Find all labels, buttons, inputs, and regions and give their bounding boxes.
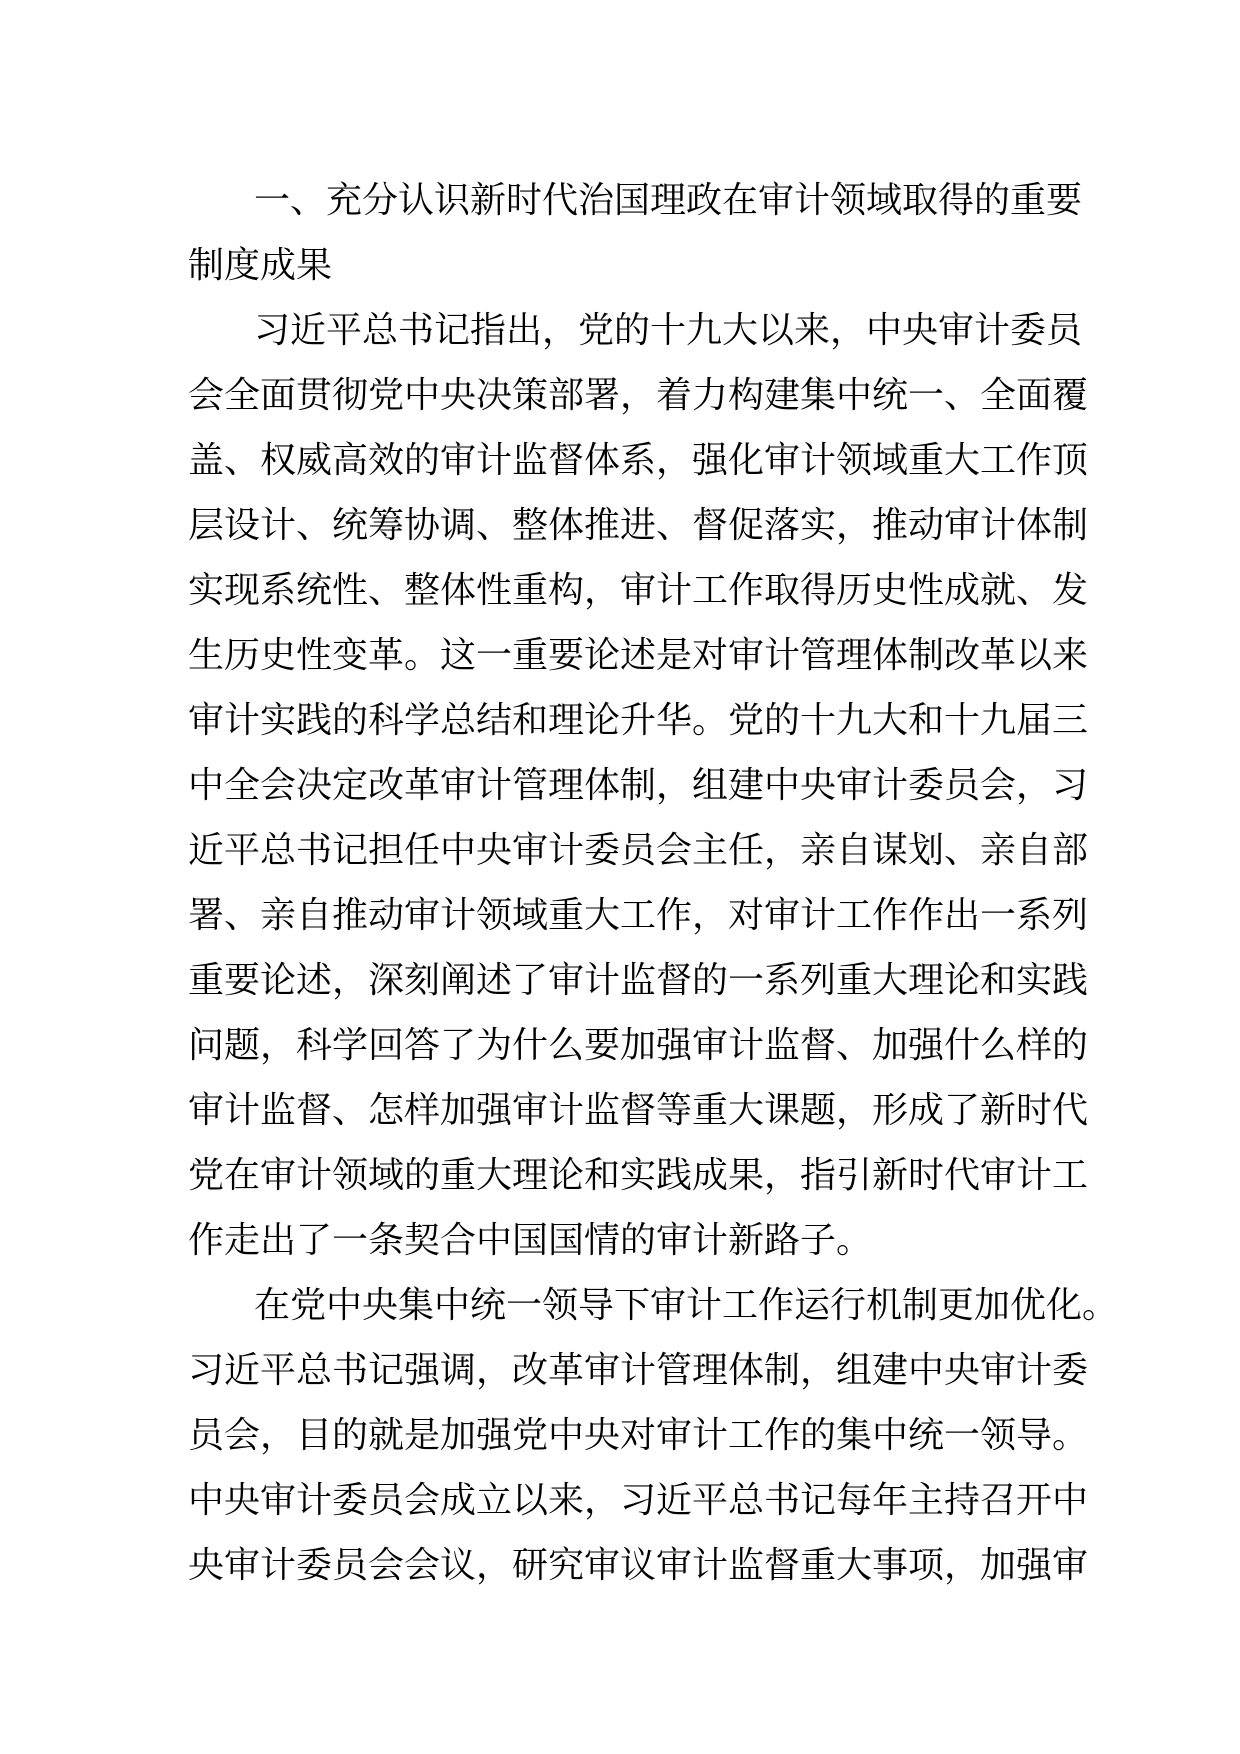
paragraph-line: 习近平总书记强调，改革审计管理体制，组建中央审计委 (188, 1350, 1089, 1391)
paragraph-line: 员会，目的就是加强党中央对审计工作的集中统一领导。 (188, 1415, 1089, 1456)
paragraph-line: 中央审计委员会成立以来，习近平总书记每年主持召开中 (188, 1480, 1089, 1521)
paragraph-line: 重要论述，深刻阐述了审计监督的一系列重大理论和实践 (188, 960, 1089, 1001)
paragraph-line: 习近平总书记指出，党的十九大以来，中央审计委员 (254, 310, 1083, 351)
paragraph-line: 层设计、统筹协调、整体推进、督促落实，推动审计体制 (188, 505, 1089, 546)
paragraph-line: 中全会决定改革审计管理体制，组建中央审计委员会，习 (188, 765, 1089, 806)
paragraph-line: 近平总书记担任中央审计委员会主任，亲自谋划、亲自部 (188, 830, 1089, 871)
paragraph-line: 作走出了一条契合中国国情的审计新路子。 (188, 1220, 873, 1261)
paragraph-line: 会全面贯彻党中央决策部署，着力构建集中统一、全面覆 (188, 375, 1089, 416)
body-text (188, 168, 1119, 1598)
paragraph-line: 署、亲自推动审计领域重大工作，对审计工作作出一系列 (188, 895, 1089, 936)
section-heading-line-1: 一、充分认识新时代治国理政在审计领域取得的重要 (254, 180, 1083, 221)
paragraph-line: 央审计委员会会议，研究审议审计监督重大事项，加强审 (188, 1545, 1089, 1586)
paragraph-line: 党在审计领域的重大理论和实践成果，指引新时代审计工 (188, 1155, 1089, 1196)
section-heading-line-2: 制度成果 (188, 245, 333, 286)
paragraph-line: 实现系统性、整体性重构，审计工作取得历史性成就、发 (188, 570, 1089, 611)
paragraph-line: 审计监督、怎样加强审计监督等重大课题，形成了新时代 (188, 1090, 1089, 1131)
paragraph-line: 盖、权威高效的审计监督体系，强化审计领域重大工作顶 (188, 440, 1089, 481)
paragraph-line: 生历史性变革。这一重要论述是对审计管理体制改革以来 (188, 635, 1089, 676)
paragraph-line: 问题，科学回答了为什么要加强审计监督、加强什么样的 (188, 1025, 1089, 1066)
paragraph-line: 审计实践的科学总结和理论升华。党的十九大和十九届三 (188, 700, 1089, 741)
paragraph-line: 在党中央集中统一领导下审计工作运行机制更加优化。 (254, 1285, 1119, 1326)
